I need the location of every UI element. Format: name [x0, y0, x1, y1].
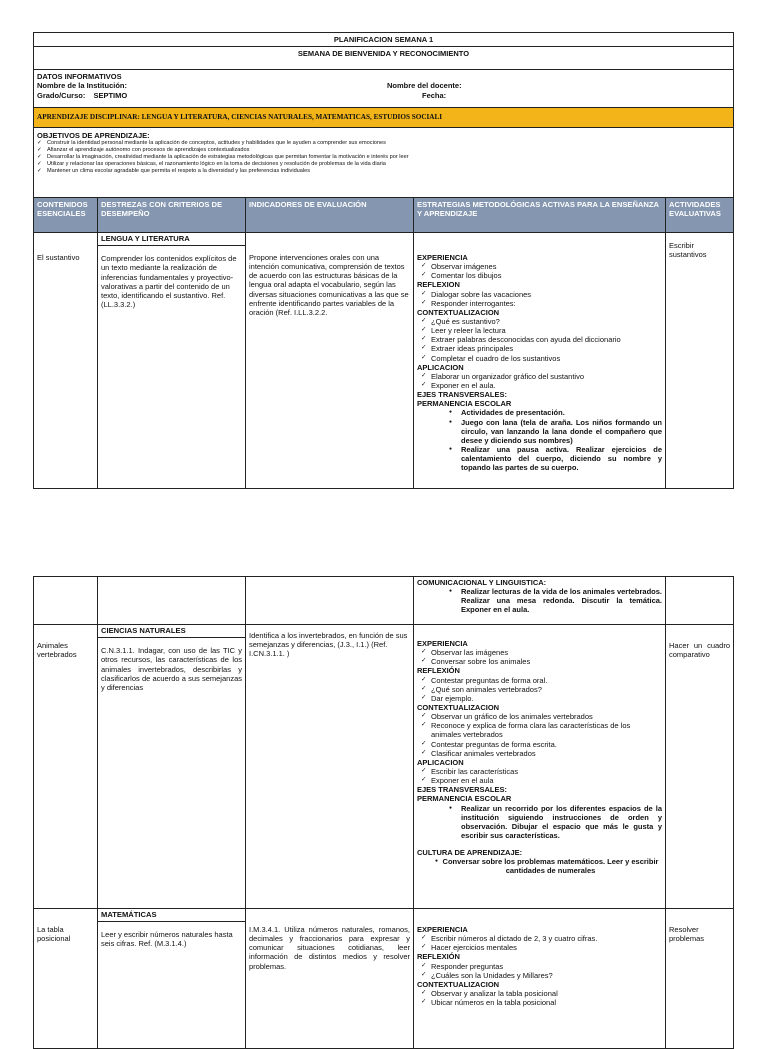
section-reflexion: REFLEXIÓN	[417, 666, 460, 676]
list-item: ✓ ¿Cuáles son la Unidades y Millares?	[417, 971, 662, 980]
section-comunicacional: COMUNICACIONAL Y LINGUISTICA:	[417, 578, 547, 587]
planning-table-page-1	[33, 32, 734, 489]
aprendizaje-disciplinar-band: APRENDIZAJE DISCIPLINAR: LENGUA Y LITERATURA, CIENCIAS NATURALES, MATEMATICAS, ESTUDIOS SOCIALI	[34, 108, 734, 128]
list-item: ● Realizar una pausa activa. Realizar ejercicios de calentamiento del cuerpo, diciendo su nombre y topando las partes de su cuerpo.	[417, 445, 662, 472]
list-item: ● Juego con lana (tela de araña. Los niños formando un circulo, van lanzando la lana donde el compañero que desee y diciendo sus nombres)	[417, 418, 662, 445]
col-estrategias: ESTRATEGIAS METODOLÓGICAS ACTIVAS PARA LA ENSEÑANZA Y APRENDIZAJE	[414, 198, 666, 233]
col-destrezas: DESTREZAS CON CRITERIOS DE DESEMPEÑO	[98, 198, 246, 233]
destreza-cell	[98, 909, 246, 1049]
objetivo-item: ✓ Afianzar el aprendizaje autónomo con procesos de aprendizajes contextualizados	[37, 147, 730, 154]
list-item: ✓ Contestar preguntas de forma oral.	[417, 676, 662, 685]
section-contextualizacion: CONTEXTUALIZACION	[417, 702, 500, 712]
section-experiencia: EXPERIENCIA	[417, 925, 468, 934]
section-reflexion: REFLEXIÓN	[417, 952, 460, 962]
list-item: ✓ Ubicar números en la tabla posicional	[417, 998, 662, 1007]
objetivos-heading: OBJETIVOS DE APRENDIZAJE:	[37, 131, 150, 141]
list-item: ✓ Responder preguntas	[417, 962, 662, 971]
list-item: ✓ Escribir las características	[417, 767, 662, 776]
estrategias-cell	[414, 233, 666, 489]
section-contextualizacion: CONTEXTUALIZACION	[417, 979, 500, 989]
list-item: ✓ Extraer ideas principales	[417, 344, 662, 353]
subject-ciencias: CIENCIAS NATURALES	[98, 626, 245, 638]
section-cultura: CULTURA DE APRENDIZAJE:	[417, 848, 523, 858]
subject-lengua: LENGUA Y LITERATURA	[98, 234, 245, 246]
list-item: ● Realizar lecturas de la vida de los animales vertebrados. Realizar una mesa redonda. Discutir la temática. Exponer en el aula.	[417, 587, 662, 614]
list-item: ✓ Exponer en el aula	[417, 776, 662, 785]
list-item: ✓ Completar el cuadro de los sustantivos	[417, 354, 662, 363]
section-experiencia: EXPERIENCIA	[417, 639, 468, 648]
section-ejes: EJES TRANSVERSALES:	[417, 785, 508, 795]
table-row-ciencias	[34, 625, 734, 909]
destreza-cell	[98, 625, 246, 909]
list-item: ✓ Extraer palabras desconocidas con ayuda del diccionario	[417, 335, 662, 344]
list-item: ● Realizar un recorrido por los diferentes espacios de la institución siguiendo instrucciones de orden y observación. Dibujar el espacio que más le gusta y escribir sus características.	[417, 804, 662, 841]
grado-label: Grado/Curso:	[37, 91, 86, 101]
docente-label: Nombre del docente:	[387, 81, 462, 91]
list-item: ✓ Leer y releer la lectura	[417, 326, 662, 335]
list-item: ● Actividades de presentación.	[417, 408, 662, 417]
list-item: ● Conversar sobre los problemas matemáticos. Leer y escribir cantidades de numerales	[417, 857, 662, 875]
actividad-cell: Resolver problemas	[666, 909, 734, 1049]
datos-informativos	[34, 70, 734, 108]
list-item: ✓ Exponer en el aula.	[417, 381, 662, 390]
list-item: ✓ Dar ejemplo.	[417, 694, 662, 703]
list-item: ✓ Observar imágenes	[417, 262, 662, 271]
list-item: ✓ Contestar preguntas de forma escrita.	[417, 740, 662, 749]
datos-heading: DATOS INFORMATIVOS	[37, 72, 122, 82]
col-contenidos: CONTENIDOS ESENCIALES	[34, 198, 98, 233]
section-permanencia: PERMANENCIA ESCOLAR	[417, 399, 512, 409]
page-two	[33, 576, 733, 1049]
comunicacional-cell	[414, 577, 666, 625]
objetivos-list	[37, 140, 730, 175]
indicador-cell: I.M.3.4.1. Utiliza números naturales, romanos, decimales y fraccionarios para expresar y comunicar situaciones cotidianas, leer información de distintos medios y resolver problemas.	[246, 909, 414, 1049]
fecha-label: Fecha:	[422, 91, 447, 101]
list-item: ✓ Comentar los dibujos	[417, 271, 662, 280]
list-item: ✓ Escribir números al dictado de 2, 3 y cuatro cifras.	[417, 934, 662, 943]
list-item: ✓ Responder interrogantes:	[417, 299, 662, 308]
section-aplicacion: APLICACION	[417, 362, 464, 372]
estrategias-cell	[414, 909, 666, 1049]
list-item: ✓ Hacer ejercicios mentales	[417, 943, 662, 952]
estrategias-cell	[414, 625, 666, 909]
subject-matematicas: MATEMÁTICAS	[98, 910, 245, 922]
page-one	[33, 32, 733, 489]
objetivo-item: ✓ Desarrollar la imaginación, creatividad mediante la aplicación de estrategias metodológicas que permitan fomentar la motivación e interés por leer	[37, 154, 730, 161]
list-item: ✓ Dialogar sobre las vacaciones	[417, 290, 662, 299]
objetivo-item: ✓ Construir la identidad personal mediante la aplicación de conceptos, actitudes y habilidades que le ayuden a comprender sus emociones	[37, 140, 730, 147]
col-indicadores: INDICADORES DE EVALUACIÓN	[246, 198, 414, 233]
destreza-text: C.N.3.1.1. Indagar, con uso de las TIC y otros recursos, las características de los animales invertebrados, describirlas y clasificarlos de acuerdo a sus semejanzas y diferencias	[101, 646, 242, 692]
list-item: ✓ Observar y analizar la tabla posicional	[417, 989, 662, 998]
week-subtitle: SEMANA DE BIENVENIDA Y RECONOCIMIENTO	[34, 47, 734, 70]
indicador-cell: Propone intervenciones orales con una intención comunicativa, comprensión de textos de acuerdo con las estructuras básicas de la lengua oral adapta el vocabulario, según las diversas situaciones comunicativas a las que se enfrente identificando partes variables de la oración (Ref. I.LL.3.2.2.	[246, 233, 414, 489]
section-contextualizacion: CONTEXTUALIZACION	[417, 307, 500, 317]
indicador-cell: Identifica a los invertebrados, en función de sus semejanzas y diferencias, (J.3., I.1.) (Ref. I.CN.3.1.1. )	[246, 625, 414, 909]
destreza-text: Comprender los contenidos explícitos de un texto mediante la realización de inferencias fundamentales y proyectivo-valorativas a partir del contenido de un texto, identificando el sustantivo. Ref. (LL.3.3.2.)	[101, 254, 237, 310]
table-row-lengua	[34, 233, 734, 489]
planning-table-page-2	[33, 576, 734, 1049]
planning-title: PLANIFICACION SEMANA 1	[34, 33, 734, 47]
objetivos-section	[34, 128, 734, 198]
section-ejes: EJES TRANSVERSALES:	[417, 390, 508, 400]
table-row-continuation	[34, 577, 734, 625]
list-item: ✓ Observar un gráfico de los animales vertebrados	[417, 712, 662, 721]
list-item: ✓ Reconoce y explica de forma clara las características de los animales vertebrados	[417, 721, 662, 739]
objetivo-item: ✓ Mantener un clima escolar agradable que permita el respeto a la diversidad y las preferencias individuales	[37, 168, 730, 175]
contenido-cell: El sustantivo	[34, 233, 98, 489]
actividad-cell: Escribir sustantivos	[666, 233, 734, 489]
contenido-cell: La tabla posicional	[34, 909, 98, 1049]
section-reflexion: REFLEXION	[417, 280, 460, 290]
institucion-label: Nombre de la Institución:	[37, 81, 128, 91]
section-experiencia: EXPERIENCIA	[417, 253, 468, 263]
list-item: ✓ ¿Qué es sustantivo?	[417, 317, 662, 326]
column-headers	[34, 198, 734, 233]
destreza-cell	[98, 233, 246, 489]
section-aplicacion: APLICACION	[417, 757, 464, 767]
actividad-cell: Hacer un cuadro comparativo	[666, 625, 734, 909]
objetivo-item: ✓ Utilizar y relacionar las operaciones básicas, el razonamiento lógico en la toma de decisiones y resolución de problemas de la vida diaria	[37, 161, 730, 168]
list-item: ✓ ¿Qué son animales vertebrados?	[417, 685, 662, 694]
section-permanencia: PERMANENCIA ESCOLAR	[417, 794, 512, 804]
grado-value: SEPTIMO	[93, 91, 128, 101]
destreza-text: Leer y escribir números naturales hasta seis cifras. Ref. (M.3.1.4.)	[101, 930, 233, 949]
list-item: ✓ Conversar sobre los animales	[417, 657, 662, 666]
contenido-cell: Animales vertebrados	[34, 625, 98, 909]
list-item: ✓ Observar las imágenes	[417, 648, 662, 657]
list-item: ✓ Clasificar animales vertebrados	[417, 749, 662, 758]
col-actividades: ACTIVIDADES EVALUATIVAS	[666, 198, 734, 233]
table-row-matematicas	[34, 909, 734, 1049]
list-item: ✓ Elaborar un organizador gráfico del sustantivo	[417, 372, 662, 381]
